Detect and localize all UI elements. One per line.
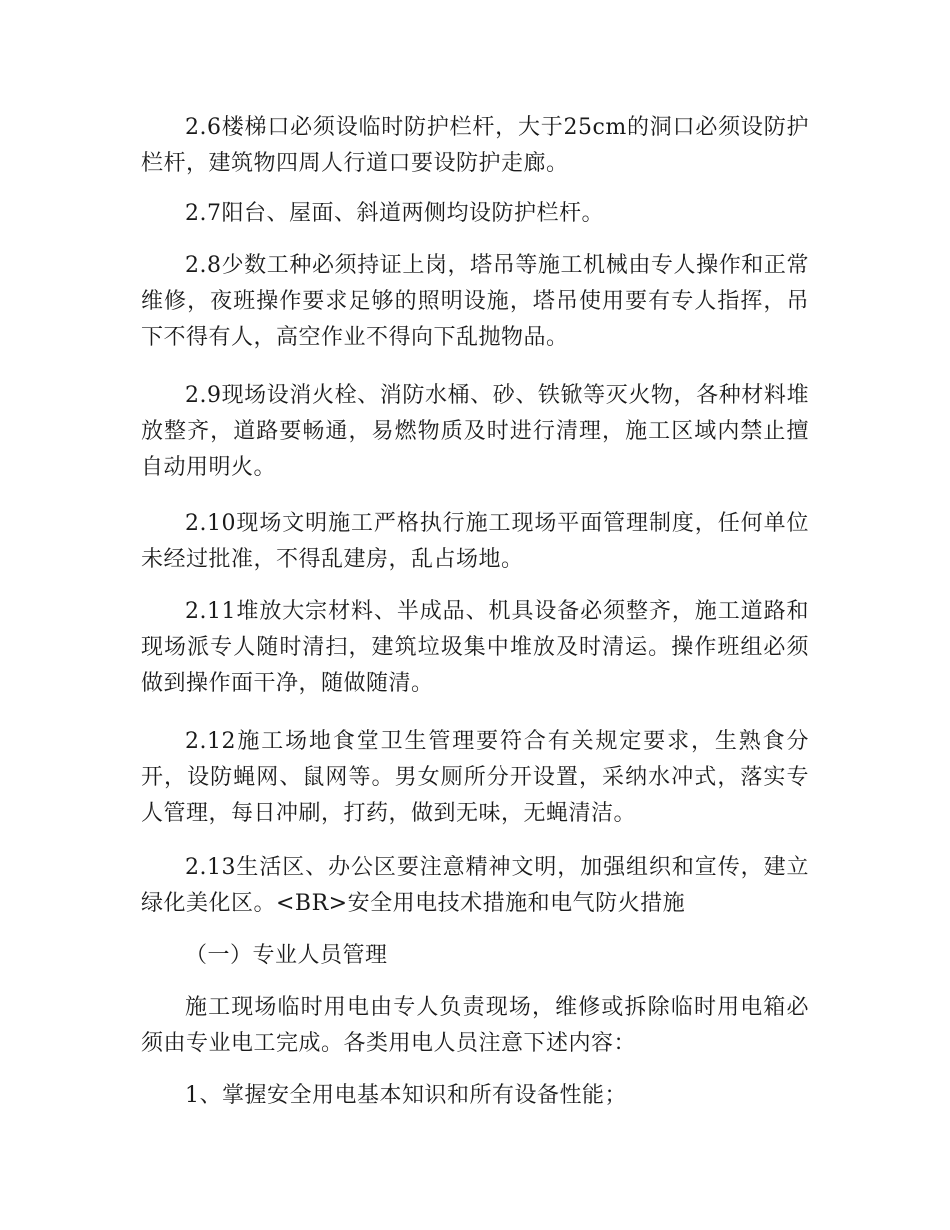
paragraph-electrical-intro: 施工现场临时用电由专人负责现场，维修或拆除临时用电箱必须由专业电工完成。各类用电人员注意下述内容： (141, 995, 809, 1056)
paragraph-2-7: 2.7阳台、屋面、斜道两侧均设防护栏杆。 (185, 201, 604, 226)
paragraph-2-13: 2.13生活区、办公区要注意精神文明，加强组织和宣传，建立绿化美化区。<BR>安全用电技术措施和电气防火措施 (141, 855, 809, 916)
paragraph-2-12: 2.12施工场地食堂卫生管理要符合有关规定要求，生熟食分开，设防蝇网、鼠网等。男女厕所分开设置，采纳水冲式，落实专人管理，每日冲刷，打药，做到无味，无蝇清洁。 (141, 729, 809, 826)
paragraph-2-6: 2.6楼梯口必须设临时防护栏杆，大于25cm的洞口必须设防护栏杆，建筑物四周人行道口要设防护走廊。 (141, 115, 809, 176)
list-item-1: 1、掌握安全用电基本知识和所有设备性能； (185, 1083, 627, 1108)
paragraph-2-11: 2.11堆放大宗材料、半成品、机具设备必须整齐，施工道路和现场派专人随时清扫，建筑垃圾集中堆放及时清运。操作班组必须做到操作面干净，随做随清。 (141, 599, 809, 696)
paragraph-2-9: 2.9现场设消火栓、消防水桶、砂、铁锨等灭火物，各种材料堆放整齐，道路要畅通，易燃物质及时进行清理，施工区域内禁止擅自动用明火。 (141, 383, 809, 480)
paragraph-2-8: 2.8少数工种必须持证上岗，塔吊等施工机械由专人操作和正常维修，夜班操作要求足够的照明设施，塔吊使用要有专人指挥，吊下不得有人，高空作业不得向下乱抛物品。 (141, 253, 809, 350)
paragraph-2-10: 2.10现场文明施工严格执行施工现场平面管理制度，任何单位未经过批准，不得乱建房，乱占场地。 (141, 511, 809, 572)
section-heading-personnel: （一）专业人员管理 (185, 943, 388, 968)
